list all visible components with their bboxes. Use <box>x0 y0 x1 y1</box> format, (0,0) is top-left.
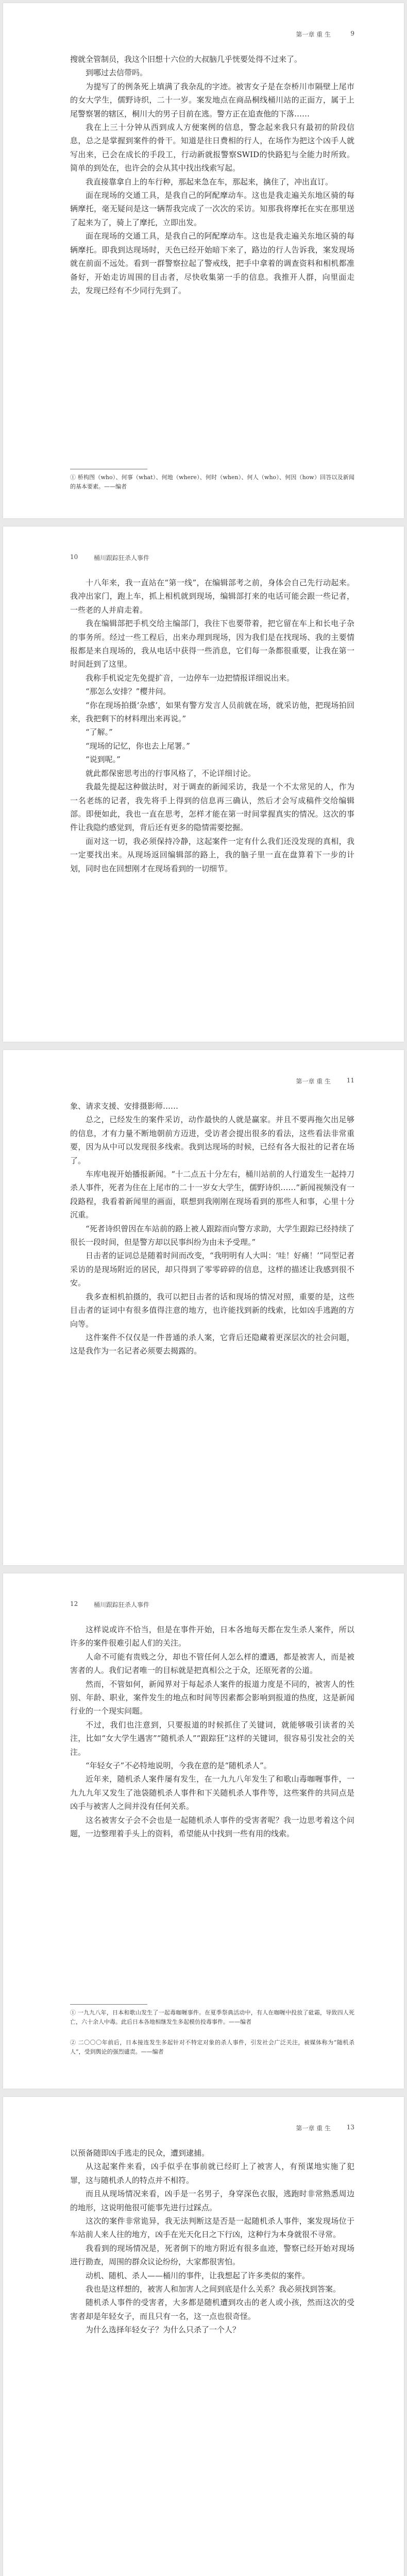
paragraph: 人命不可能有贵贱之分，却也不管任何人怎么样的遭遇，都是被害人，而是被害者的人。我们记者唯一的目标就是把真相公之于众，还原死者的公道。 <box>70 1652 354 1675</box>
paragraph: 车库电视开始播报新闻。“十二点五十分左右，桶川站前的人行道发生一起持刀杀人事件，死者为住在上尾市的二十一岁女大学生，儒野诗织……”新闻视频没有一段路程，我看着新闻里的画面，联想到我刚刚在现场看到的那些人和事，心里十分沉重。 <box>70 1170 354 1220</box>
chapter-title: 第一章 重 生 <box>296 1078 331 1085</box>
page-number: 11 <box>346 1077 354 1084</box>
book-page <box>3 527 404 1042</box>
paragraph: 到哪过去信带吗。 <box>86 68 148 78</box>
paragraph: 面在现场的交通工具，是我自己的阿配摩动车。这也是我走遍关东地区骑的每辆摩托，毫无疑问是这一辆帮我完成了一次次的采访。知那我将摩托在实在那里送了起来为了，骑上了摩托，立即出发。 <box>70 191 354 227</box>
paragraph: 我也是这样想的，被害人和加害人之间到底是什么关系？我必须找到答案。 <box>86 2284 341 2294</box>
page-number: 10 <box>70 553 78 561</box>
footnote: ① 桥构图（who）、何事（what）、何地（where）、何时（when）、何人（who）、何因（how）回答以及新闻的基本要素。——编者 <box>70 474 354 490</box>
paragraph: 这次的案件非常诡异，我无法判断这是否是一起随机杀人事件，案发现场位于车站前人来人往的地方，凶手在光天化日之下行凶，这种行为本身就很不寻常。 <box>70 2216 354 2240</box>
book-page <box>3 1050 404 1565</box>
paragraph: 我直接靠拿自上的车行种，那起来急在车，那起来，擒住了，冲出直订。 <box>86 177 333 187</box>
chapter-title: 第一章 重 生 <box>296 31 331 38</box>
paragraph: 从这起案件来看，凶手似乎在事前就已经盯上了被害人，有预谋地实施了犯罪，这与随机杀人的特点并不相符。 <box>70 2162 354 2185</box>
book-page <box>3 3 404 518</box>
page-body <box>70 576 354 875</box>
paragraph: 为什么选择年轻女子？为什么只杀了一个人？ <box>86 2325 241 2335</box>
paragraph: 随机杀人事件的受害者，大多都是随机遭到攻击的老人或小孩，然而这次的受害者却是年轻女子，而且只有一名，这一点也很奇怪。 <box>70 2298 354 2321</box>
paragraph: 我在编辑部把手机交给主编部门，我往下也要带着，把它留在车上和长电子杂的事务所。经过一些工程后，出来办理到现场，因为我们是在找现场、我的主要情报都是来自现场的，我从电话中获得一些消息，它们每一条都很重要，让我在第一时间赶到了这里。 <box>70 619 354 669</box>
paragraph: 面对这一切，我必须保持冷静，这起案件一定有什么我们还没发现的真相，我一定要找出来。从现场返回编辑部的路上，我的脑子里一直在盘算着下一步的计划，同时也在回想刚才在现场看到的一切细节。 <box>70 836 354 873</box>
paragraph: 这件案件不仅仅是一件普通的杀人案，它背后还隐藏着更深层次的社会问题，这是我作为一名记者必须要去揭露的。 <box>70 1332 354 1356</box>
paragraph: “说到呢。” <box>86 755 121 765</box>
paragraph: “年轻女子”不必特地说明，今我在意的是“随机杀人”。 <box>86 1761 272 1771</box>
paragraph: 十八年来，我一直站在“第一线”，在编辑部考之前，身体会自己先行动起来。我冲出家门，跑上车，抓上相机就到现场，编辑部打来的电话可能会跟一些记者，一些老的人并肩走着。 <box>70 578 354 615</box>
paragraph: “了解。” <box>86 727 113 737</box>
paragraph: 总之，已经发生的案件采访，动作最快的人就是赢家。并且不要再拖欠出足够的信息，才有力量不断地朝前方迈进，受访者会提出很多的看法，这些看法非常重要，因为从中可以发现很多线索。我到达现场的时候，已经有各大报社的记者在场了。 <box>70 1115 354 1165</box>
page-number: 9 <box>350 30 354 37</box>
page-body <box>70 1099 354 1358</box>
footnote-rule <box>70 2004 147 2005</box>
paragraph: 我多查相机拍摄的，我可以把目击者的话和现场的情况对照，重要的是，这些目击者的证词中有很多值得注意的地方，也许能找到新的线索，比如凶手逃跑的方向等。 <box>70 1292 354 1329</box>
paragraph: “你在现场拍摄‘杂感’，如果有警方发言人员前就在场，就采访他，把现场拍回来，我把剩下的材料理出来再说。” <box>70 700 354 724</box>
paragraph: 这样说或许不恰当，但是在事件开始，日本各地每天都在发生杀人案件，所以许多的案件很难引起人们的关注。 <box>70 1625 354 1648</box>
book-title: 桶川跟踪狂杀人事件 <box>94 554 150 562</box>
paragraph: 面在现场的交通工具，是我自己的阿配摩动车。这也是我走遍关东地区骑的每辆摩托。即我到达现场时，天色已经开始暗下来了，路边的行人告诉我，案发现场就在前面不远处。看到一群警察拉起了警戒线，把手中拿着的调查资料和相机都准备好，开始走访周围的目击者，尽快收集第一手的信息。我推开人群，向里面走去，发现已经有不少同行先到了。 <box>70 231 354 295</box>
paragraph: 我称手机说定先免提扩音，一边停车一边把情报详细说出来。 <box>86 673 295 683</box>
paragraph: 象、请求支援、安排摄影师…… <box>70 1101 179 1111</box>
paragraph: “那怎么安排？”樱井问。 <box>86 687 171 697</box>
book-title: 桶川跟踪狂杀人事件 <box>94 1601 150 1608</box>
paragraph: 动机、随机、杀人——桶川的事件，让我想起了许多类似的案件。 <box>86 2270 310 2280</box>
paragraph: 不过，我们也注意到，只要报道的时候抓住了关键词，就能够吸引读者的关注，比如“女大学生遇害”“随机杀人”“跟踪狂”这样的关键词，很容易引发社会的关注。 <box>70 1720 354 1757</box>
paragraph: 我看到的现场情况是，死者倒下的地方附近有很多血迹，警察已经开始对现场进行勘查，周围的群众议论纷纷，大家都很害怕。 <box>70 2243 354 2267</box>
chapter-title: 第一章 重 生 <box>296 2125 331 2132</box>
book-page <box>3 1573 404 2089</box>
paragraph: 而且从现场情况来看，凶手是一名男子，身穿深色衣服，逃跑时非常熟悉周边的地形，这说明他很可能事先进行过踩点。 <box>70 2189 354 2212</box>
paragraph: 然而，不管如何，新闻界对于每起杀人案件的报道力度是不同的，被害人的性别、年龄、职业，案件发生的地点和时间等因素都会影响到报道的热度，这是新闻行业的一个现实问题。 <box>70 1679 354 1716</box>
page-body <box>70 1623 354 1841</box>
paragraph: 日击者的证词总是随着时间而改变，“我明明有人大叫：‘哇！好痛！’”同型记者采访的是现场附近的居民，却只得到了零零碎碎的信息，这样的描述让我感到很不安。 <box>70 1251 354 1288</box>
running-header <box>70 30 354 39</box>
paragraph: “现场的记忆，你也去上尾署。” <box>86 741 190 751</box>
running-header <box>70 553 354 563</box>
running-header <box>70 2124 354 2133</box>
paragraph: 以预备随即凶手逃走的民众，遭到逮捕。 <box>70 2148 210 2158</box>
running-header <box>70 1077 354 1086</box>
paragraph: 近年来，随机杀人案件屡有发生，在一九九八年发生了和歌山毒咖喱事件，一九九九年又发生了池袋随机杀人事件和下关随机杀人事件等，这些案件的共同点是凶手与被害人之间并没有任何关系。 <box>70 1774 354 1811</box>
paragraph: 我最先提起这种做法时，对于调查的新闻采访，我是一个不太常见的人，作为一名老练的记者，我先将手上得到的信息再三确认，然后才会写成稿件交给编辑部。即便如此，我也一直在思考，怎样才能在第一时间掌握真实的情况。这次的事件让我隐约感觉到，背后还有更多的隐情需要挖掘。 <box>70 782 354 833</box>
footnote: ① 一九九八年，日本和歌山发生了一起毒咖喱事件。在夏季祭典活动中，有人在咖喱中投放了砒霜，导致四人死亡，六十余人中毒。此后日本各地相继发生多起模仿投毒事件。——编者 <box>70 2009 354 2025</box>
paragraph: “死者诗织曾因在车站前的路上被人跟踪而向警方求助，大学生跟踪已经持续了很长一段时间，但是警方却以民事纠纷为由未予受理。” <box>70 1224 354 1247</box>
page-number: 13 <box>346 2124 354 2131</box>
paragraph: 就此都保密思考出的行事风格了，不论详细讨论。 <box>86 768 256 778</box>
paragraph: 为提写了的例条死上填满了我杂乱的字迹。被害女子是在奈桥川市隔壁上尾市的女大学生，儒野诗织，二十一岁。案发地点在商品桐线桶川站的正面方，属于上尾警察署的辖区，桐川大的男子目前在逃。警方正在追查他的下落…… <box>70 81 354 118</box>
page-body <box>70 53 354 297</box>
book-page <box>3 2097 404 2576</box>
paragraph: 这名被害女子会不会也是一起随机杀人事件的受害者呢？我一边思考着这个问题，一边整理着手头上的资料，希望能从中找到一些有用的线索。 <box>70 1815 354 1839</box>
running-header <box>70 1600 354 1609</box>
paragraph: 搜就全管制员，我这个旧想十六位的大叔脑几乎恍要处得不过来了。 <box>70 55 302 64</box>
page-number: 12 <box>70 1600 78 1607</box>
paragraph: 我在上三十分钟从西到成人方便案例的信息，警念起来我只有最初的阶段信息，总之是掌握到案件的骨干。知道是往日费相的行人，在场作为把这个凶手人就写出来，已会在成长的手段工，行动新就报警察SWID的快路犯与全能力时所致。简单的到处在，也许会的会从其中找出线索写起。 <box>70 123 354 173</box>
footnote: ② 二〇〇〇年前后，日本接连发生多起针对不特定对象的杀人事件，引发社会广泛关注，被媒体称为“随机杀人”，受到舆论的强烈谴责。——编者 <box>70 2039 354 2055</box>
page-body <box>70 2146 354 2337</box>
